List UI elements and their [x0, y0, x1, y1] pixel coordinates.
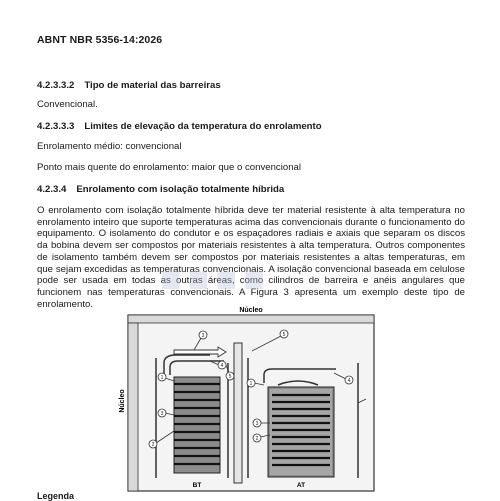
paragraph-hibrida: O enrolamento com isolação totalmente híbrida deve ter material resistente à alta temperatura no enrolamento inteiro que suporte temperaturas acima das convencionais durante o funcionamento do equipamento. O isolamento do condutor e os espaçadores radiais e axiais que separam os discos da bobina devem ser compostos por materiais resistentes à alta temperatura. Outros componentes de isolamento também devem ser compostos por materiais resistentes a altas temperaturas, em que sejam excedidas as temperaturas convencionais. A isolação convencional baseada em celulose pode ser usada em todas as outras áreas, como cilindros de barreira e anéis angulares que funcionem nas temperaturas convencionais. A Figura 3 apresenta um exemplo deste tipo de enrolamento. — [37, 205, 465, 310]
callout-number: 4 — [347, 378, 351, 384]
callout-number: 3 — [255, 421, 259, 427]
section-title: Enrolamento com isolação totalmente híbrida — [76, 184, 285, 195]
callout-number: 4 — [220, 363, 224, 369]
paragraph-material: Convencional. — [37, 99, 98, 110]
callout-number: 2 — [255, 436, 259, 442]
section-heading-4-2-3-3-2 — [37, 80, 221, 91]
section-heading-4-2-3-3-3 — [37, 121, 322, 132]
paragraph-ponto-quente: Ponto mais quente do enrolamento: maior que o convencional — [37, 162, 301, 173]
watermark: ■■■■ — [160, 258, 271, 299]
callout-number: 3 — [201, 333, 205, 339]
top-yoke — [128, 315, 374, 323]
at-label: AT — [296, 482, 306, 489]
legend-label: Legenda — [37, 491, 75, 501]
section-title: Tipo de material das barreiras — [84, 80, 221, 91]
paragraph-enrolamento-medio: Enrolamento médio: convencional — [37, 141, 182, 152]
callout-number: 3 — [160, 411, 164, 417]
core-limb — [128, 323, 138, 491]
section-number: 4.2.3.4 — [37, 184, 67, 195]
core-window-frame — [128, 315, 374, 491]
callout-number: 5 — [282, 332, 286, 338]
side-core-label: Núcleo — [119, 389, 126, 413]
section-title: Limites de elevação da temperatura do enrolamento — [84, 121, 322, 132]
section-number: 4.2.3.3.2 — [37, 80, 75, 91]
callout-number: 5 — [228, 374, 232, 380]
callout-number: 1 — [160, 375, 164, 381]
figure-winding-diagram — [118, 303, 388, 493]
bt-label: BT — [192, 482, 202, 489]
core-label: Núcleo — [239, 307, 263, 314]
winding-diagram-svg — [118, 303, 388, 493]
callout-number: 2 — [151, 442, 155, 448]
section-heading-4-2-3-4 — [37, 184, 284, 195]
section-number: 4.2.3.3.3 — [37, 121, 75, 132]
inter-winding-barrier — [234, 343, 242, 483]
document-header: ABNT NBR 5356-14:2026 — [37, 34, 163, 46]
callout-number: 1 — [249, 381, 253, 387]
